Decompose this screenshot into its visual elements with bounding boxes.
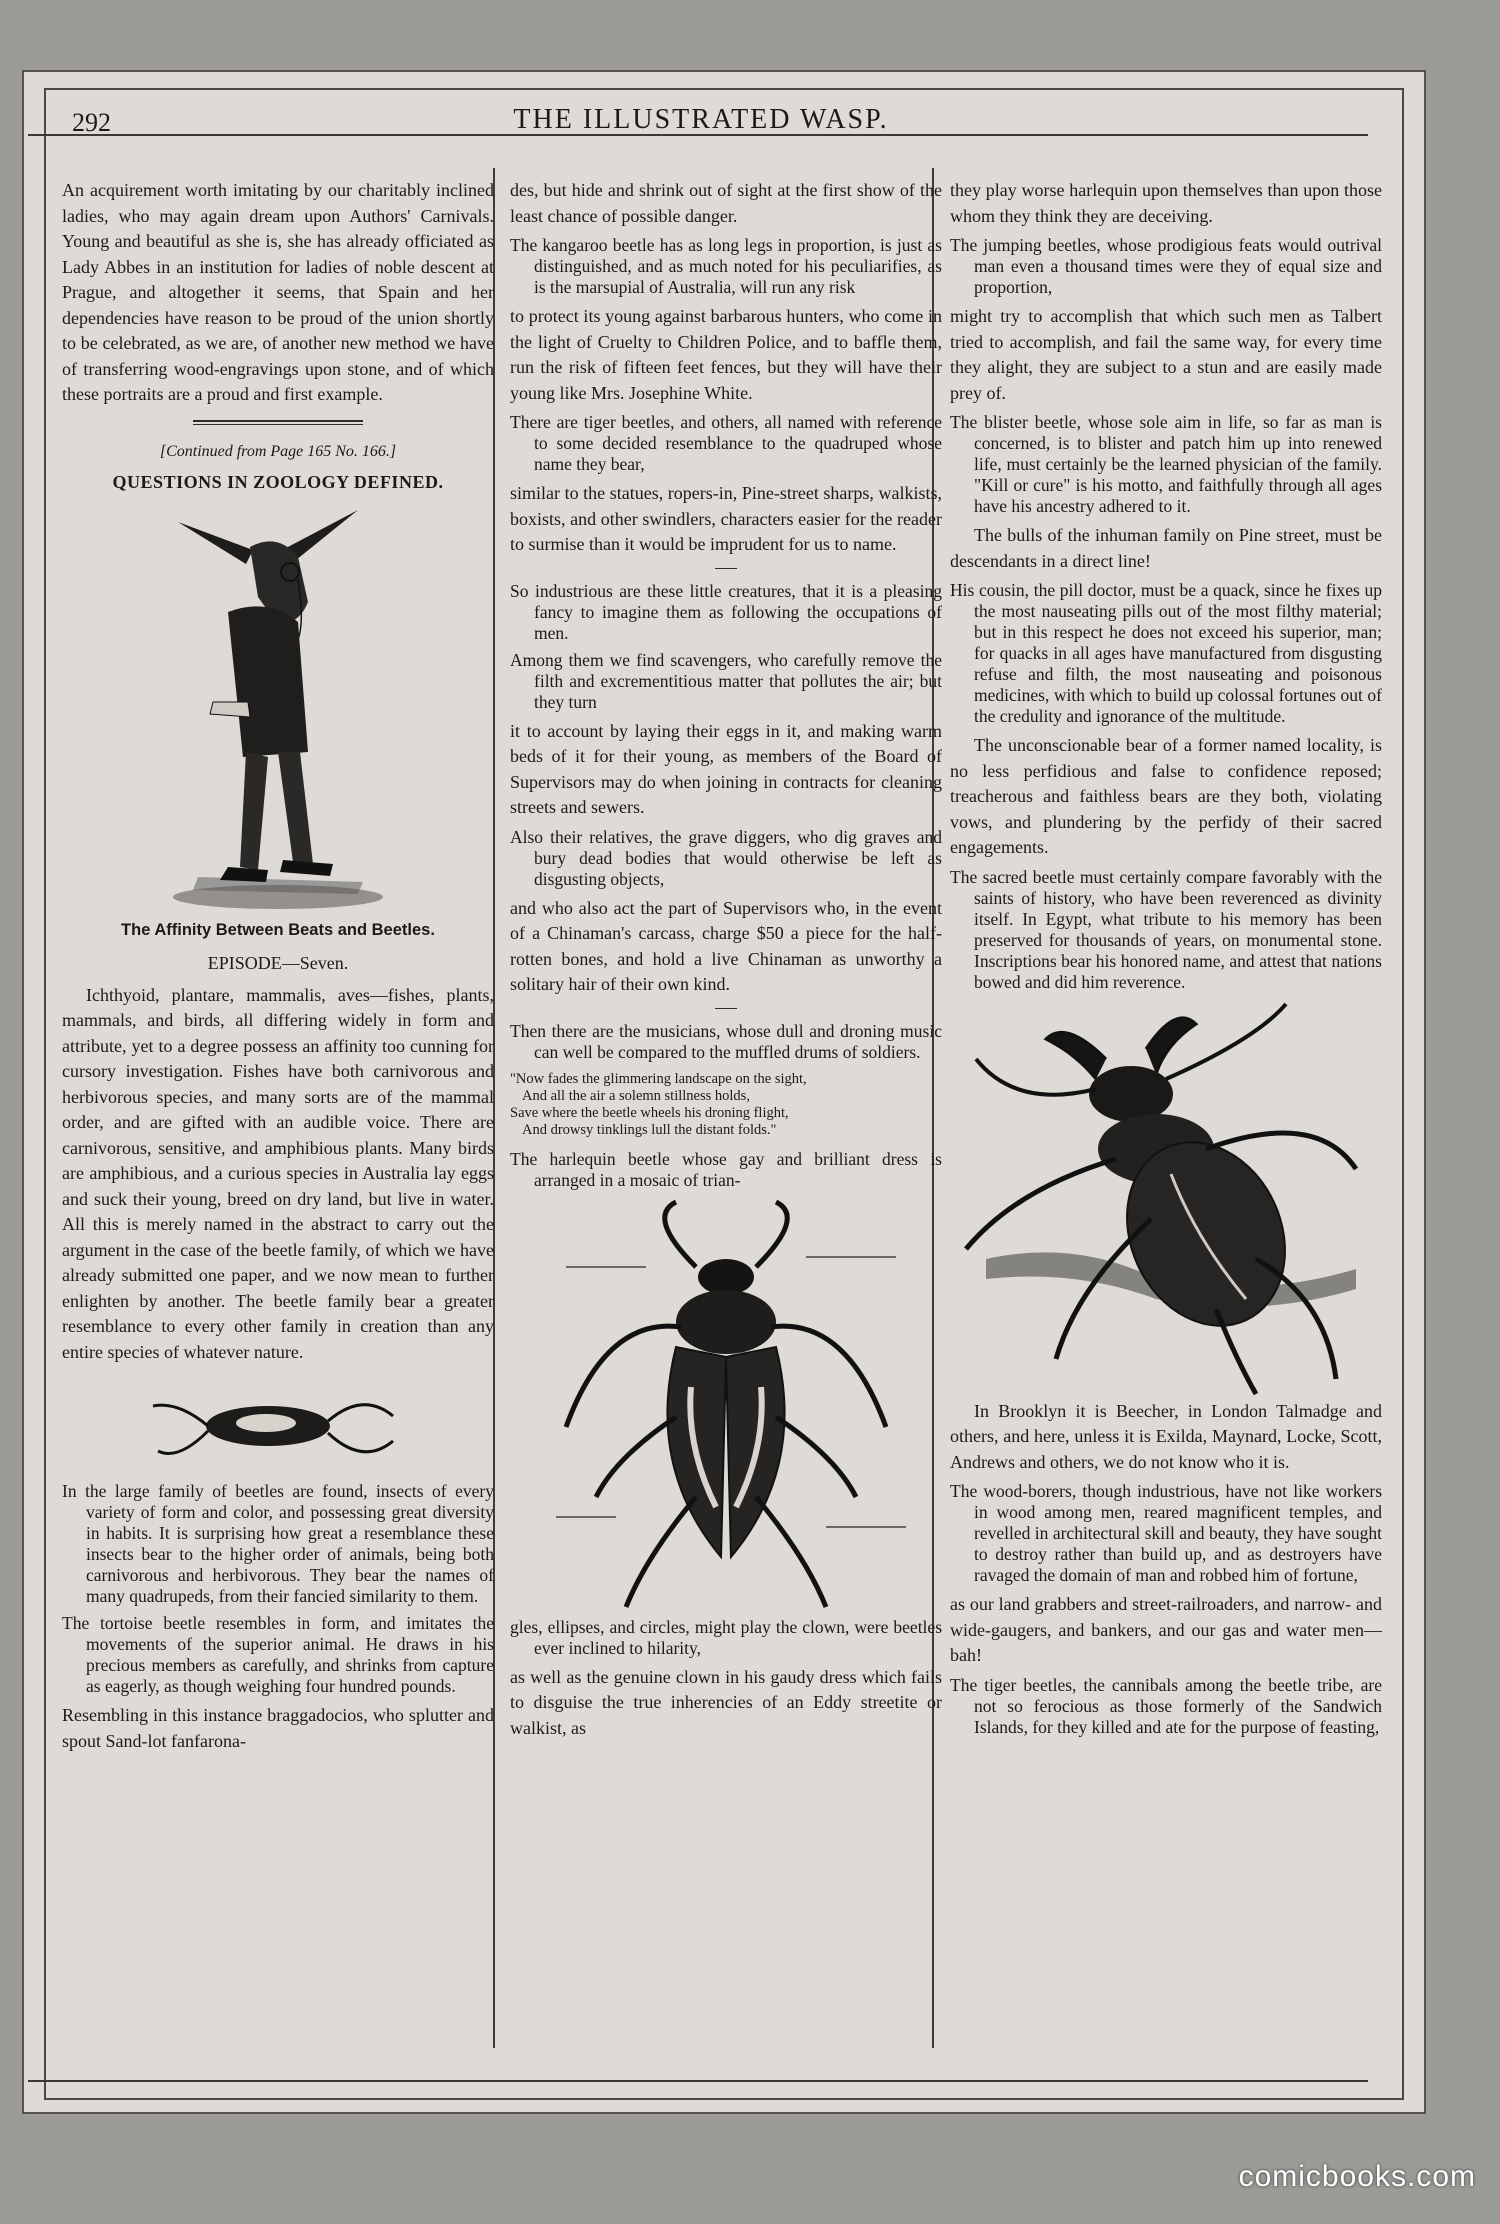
page-number: 292 bbox=[72, 108, 111, 137]
paragraph: similar to the statues, ropers-in, Pine-street sharps, walkists, boxists, and other swindlers, characters easier for the reader to surmise than it would be imprudent for us to name. bbox=[510, 483, 942, 554]
masthead: THE ILLUSTRATED WASP. bbox=[513, 104, 889, 135]
paragraph: as well as the genuine clown in his gaudy dress which fails to disguise the true inherencies of an Eddy streetite or walkist, as bbox=[510, 1666, 942, 1738]
poem-quote bbox=[510, 1071, 942, 1139]
paragraph: The sacred beetle must certainly compare favorably with the saints of history, who have been reverenced as divinity itself. In Egypt, what tribute to his memory has been preserved for thousands of years, on monumental stone. Inscriptions bear his honored name, and attest that nations bowed and did him reverence. bbox=[950, 866, 1382, 992]
paragraph: His cousin, the pill doctor, must be a quack, since he fixes up the most nauseating pills out of the most filthy material; but in this respect he does not exceed his superior, man; for quacks in all ages have manufactured from disgusting refuse and filth, the most nauseating and poisonous medicines, with which to build up colossal fortunes out of the credulity and ignorance of the multitude. bbox=[950, 580, 1382, 726]
watermark: comicbooks.com bbox=[1238, 2160, 1476, 2193]
footer-rule bbox=[28, 2080, 1368, 2082]
page-header bbox=[42, 102, 1360, 152]
paragraph: So industrious are these little creatures, that it is a pleasing fancy to imagine them as following the occupations of men. bbox=[510, 580, 942, 643]
paragraph: to protect its young against barbarous hunters, who come in the light of Cruelty to Children Police, and to baffle them, run the risk of fifteen feet fences, but they will have their young like Mrs. Josephine White. bbox=[510, 306, 942, 403]
paragraph: as our land grabbers and street-railroaders, and narrow- and wide-gaugers, and bankers, and our gas and water men—bah! bbox=[950, 1594, 1382, 1665]
paragraph: The unconscionable bear of a former named locality, is no less perfidious and false to confidence reposed; treacherous and faithless bears are they both, violating vows, and plundering by the perfidy of their sacred engagements. bbox=[950, 735, 1382, 857]
paragraph: An acquirement worth imitating by our charitably inclined ladies, who may again dream upon Authors' Carnivals. Young and beautiful as she is, she has already officiated as Lady Abbes in an institution for ladies of noble descent at Prague, and altogether it seems, that Spain and her dependencies have reason to be proud of the union shortly to be celebrated, as we are, of another new method we have of transferring wood-engravings upon stone, and of which these portraits are a proud and first example. bbox=[62, 180, 494, 404]
paragraph: Among them we find scavengers, who carefully remove the filth and excrementitious matter that pollutes the air; but they turn bbox=[510, 649, 942, 712]
separator-dash bbox=[715, 568, 737, 569]
paragraph: The jumping beetles, whose prodigious feats would outrival man even a thousand times were they of equal size and proportion, bbox=[950, 235, 1382, 297]
column-2 bbox=[510, 178, 942, 1747]
paragraph: Also their relatives, the grave diggers, who dig graves and bury dead bodies that would otherwise be left as disgusting objects, bbox=[510, 826, 942, 889]
verse-line: Save where the beetle wheels his droning flight, bbox=[510, 1104, 789, 1121]
episode-heading: EPISODE—Seven. bbox=[207, 953, 349, 973]
harlequin-beetle-illustration bbox=[526, 1197, 926, 1617]
paragraph: they play worse harlequin upon themselves than upon those whom they think they are deceiving. bbox=[950, 180, 1382, 226]
column-1 bbox=[62, 178, 494, 1760]
section-rule-thin bbox=[193, 424, 363, 425]
paragraph: Ichthyoid, plantare, mammalis, aves—fishes, plants, mammals, and birds, all differing widely in form and attribute, yet to a degree possess an affinity too cunning for cursory investigation. Fishes have both carnivorous and herbivorous species, and many sorts are of the mammal order, and are gifted with an audible voice. There are carnivorous, sensitive, and amphibious plants. Many birds are amphibious, and a curious species in Australia lay eggs and suck their young, breed on dry land, but live in water. All this is merely named in the abstract to carry out the argument in the case of the beetle family, of which we have already submitted one paper, and we now mean to further enlighten by another. The beetle family bear a greater resemblance to every other family in creation than any entire species of whatever nature. bbox=[62, 984, 494, 1362]
paragraph: The kangaroo beetle has as long legs in proportion, is just as distinguished, and as much noted for his peculiarifies, as is the marsupial of Australia, will run any risk bbox=[510, 235, 942, 297]
paragraph: might try to accomplish that which such men as Talbert tried to accomplish, and fail the same way, for every time they alight, they are subject to a stun and are easily made prey of. bbox=[950, 306, 1382, 403]
small-beetle-illustration bbox=[148, 1371, 408, 1481]
section-title: QUESTIONS IN ZOOLOGY DEFINED. bbox=[112, 472, 444, 492]
paragraph: des, but hide and shrink out of sight at the first show of the least chance of possible danger. bbox=[510, 180, 942, 226]
stag-beetle-illustration bbox=[956, 999, 1376, 1399]
column-3 bbox=[950, 178, 1382, 1744]
paragraph: and who also act the part of Supervisors who, in the event of a Chinaman's carcass, charge $50 a piece for the half-rotten bones, and hold a live Chinaman as unworthy a solitary hair of their own kind. bbox=[510, 897, 942, 994]
paragraph: The harlequin beetle whose gay and brilliant dress is arranged in a mosaic of trian- bbox=[510, 1148, 942, 1190]
paragraph: In the large family of beetles are found, insects of every variety of form and color, and possessing great diversity in habits. It is surprising how great a resemblance these insects bear to the higher order of animals, being both carnivorous and herbivorous. They bear the names of many quadrupeds, from their fancied similarity to them. bbox=[62, 1481, 494, 1606]
paragraph: Then there are the musicians, whose dull and droning music can well be compared to the muffled drums of soldiers. bbox=[510, 1020, 942, 1062]
illustration-caption: The Affinity Between Beats and Beetles. bbox=[121, 920, 435, 939]
paragraph: There are tiger beetles, and others, all named with reference to some decided resemblance to the quadruped whose name they bear, bbox=[510, 412, 942, 474]
verse-line: "Now fades the glimmering landscape on the sight, bbox=[510, 1070, 807, 1087]
paragraph: The bulls of the inhuman family on Pine street, must be descendants in a direct line! bbox=[950, 525, 1382, 571]
paragraph: The wood-borers, though industrious, have not like workers in wood among men, reared magnificent temples, and revelled in architectural skill and beauty, they have sought to destroy rather than build up, and as destroyers have ravaged the domain of man and robbed him of fortune, bbox=[950, 1481, 1382, 1585]
verse-line: And drowsy tinklings lull the distant folds." bbox=[522, 1121, 777, 1138]
paragraph: gles, ellipses, and circles, might play the clown, were beetles ever inclined to hilarity, bbox=[510, 1616, 942, 1658]
paragraph: The blister beetle, whose sole aim in life, so far as man is concerned, is to blister and patch him up into renewed life, must certainly be the learned physician of the family. "Kill or cure" is his motto, and faithfully through all ages have his ancestry adhered to it. bbox=[950, 412, 1382, 516]
verse-line: And all the air a solemn stillness holds, bbox=[522, 1087, 750, 1104]
paragraph: Resembling in this instance braggadocios, who splutter and spout Sand-lot fanfarona- bbox=[62, 1705, 494, 1751]
section-rule bbox=[193, 420, 363, 422]
paragraph: The tortoise beetle resembles in form, and imitates the movements of the superior animal. He draws in his precious members as carefully, and shrinks from capture as eagerly, as though weighing four hundred pounds. bbox=[62, 1613, 494, 1696]
separator-dash bbox=[715, 1008, 737, 1009]
continued-note: [Continued from Page 165 No. 166.] bbox=[159, 442, 397, 460]
donkey-gentleman-illustration bbox=[158, 502, 398, 912]
paragraph: it to account by laying their eggs in it, and making warm beds of it for their young, as members of the Board of Supervisors may do when joining in contracts for cleaning streets and sewers. bbox=[510, 720, 942, 817]
paragraph: The tiger beetles, the cannibals among the beetle tribe, are not so ferocious as those formerly of the Sandwich Islands, for they killed and ate for the purpose of feasting, bbox=[950, 1674, 1382, 1737]
header-rule bbox=[28, 134, 1368, 136]
paragraph: In Brooklyn it is Beecher, in London Talmadge and others, and here, unless it is Exilda, Maynard, Locke, Scott, Andrews and others, we do not know who it is. bbox=[950, 1400, 1382, 1472]
